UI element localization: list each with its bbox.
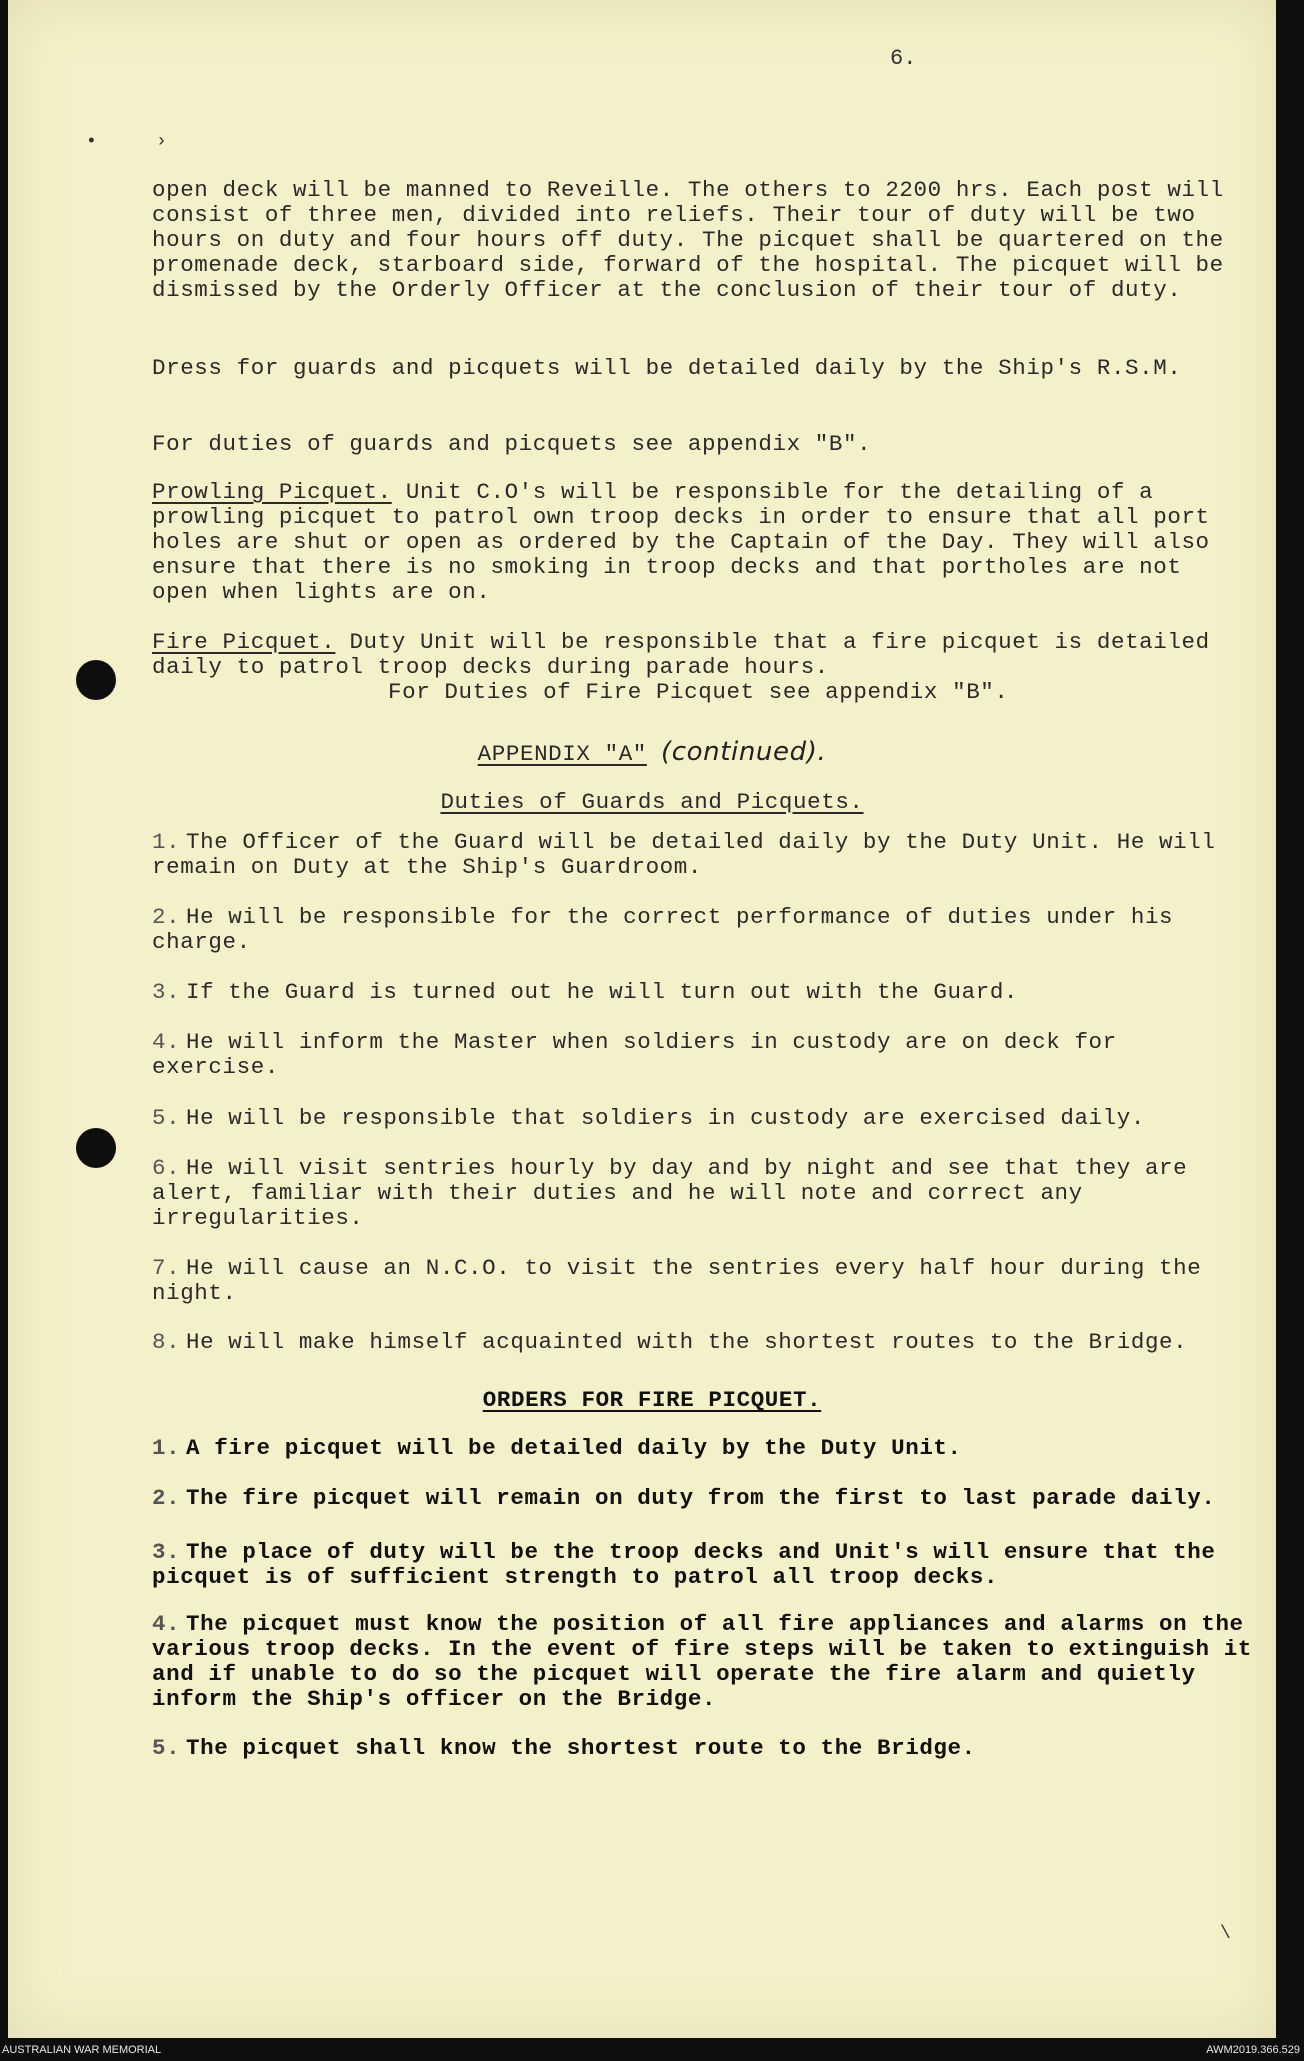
fire-text: Duty Unit will be responsible that a fire picquet is detailed daily to patrol troop decks during parade hours. (152, 629, 1210, 680)
order-item-3: 3. The place of duty will be the troop decks and Unit's will ensure that the picquet is of sufficient strength to patrol all troop decks. (152, 1539, 1216, 1590)
duty-item-2: 2. He will be responsible for the correct performance of duties under his charge. (152, 904, 1174, 955)
duty-item-1: 1. The Officer of the Guard will be detailed daily by the Duty Unit. He will remain on Duty at the Ship's Guardroom. (152, 829, 1216, 880)
duty-item-6: 6. He will visit sentries hourly by day and by night and see that they are alert, familiar with their duties and he will note and correct any irregularities. (152, 1155, 1188, 1231)
paragraph-fire-picquet (152, 630, 1242, 680)
appendix-title: APPENDIX "A" (477, 741, 647, 767)
duty-item-7: 7. He will cause an N.C.O. to visit the sentries every half hour during the night. (152, 1255, 1202, 1306)
orders-title: ORDERS FOR FIRE PICQUET. (482, 1387, 822, 1413)
paragraph-prowling-picquet (152, 480, 1242, 605)
footer-institution: AUSTRALIAN WAR MEMORIAL (2, 2044, 162, 2056)
duty-item-8: 8. He will make himself acquainted with the shortest routes to the Bridge. (152, 1329, 1188, 1355)
fire-heading: Fire Picquet. (152, 629, 336, 655)
order-item-2: 2. The fire picquet will remain on duty from the first to last parade daily. (152, 1485, 1216, 1511)
appendix-heading (152, 737, 1152, 767)
dot-mark: • (86, 132, 97, 152)
paragraph-picquet-duty: open deck will be manned to Reveille. The others to 2200 hrs. Each post will consist of three men, divided into reliefs. Their tour of duty will be two hours on duty and four hours off duty. The picquet shall be quartered on the promenade deck, starboard side, forward of the hospital. The picquet will be dismissed by the Orderly Officer at the conclusion of their tour of duty. (152, 177, 1224, 303)
side-mark: › (156, 132, 167, 152)
footer (0, 2040, 1304, 2061)
prowling-text: Unit C.O's will be responsible for the detailing of a prowling picquet to patrol own troop decks in order to ensure that all port holes are shut or open as ordered by the Captain of the Day. They will also ensure that there is no smoking in troop decks and that portholes are not open when lights are on. (152, 479, 1210, 605)
punch-hole-bottom (76, 1128, 116, 1168)
fire-see-appendix: For Duties of Fire Picquet see appendix "B". (388, 679, 1009, 705)
duty-item-5: 5. He will be responsible that soldiers in custody are exercised daily. (152, 1105, 1145, 1131)
punch-hole-top (76, 660, 116, 700)
duty-item-3: 3. If the Guard is turned out he will turn out with the Guard. (152, 979, 1019, 1005)
paragraph-duties-ref: For duties of guards and picquets see appendix "B". (152, 431, 872, 457)
top-mark: 6. (890, 46, 917, 71)
document-page (8, 0, 1276, 2038)
order-item-4: 4. The picquet must know the position of all fire appliances and alarms on the various troop decks. In the event of fire steps will be taken to extinguish it and if unable to do so the picquet will operate the fire alarm and quietly inform the Ship's officer on the Bridge. (152, 1611, 1252, 1712)
order-item-1: 1. A fire picquet will be detailed daily by the Duty Unit. (152, 1435, 962, 1461)
appendix-handwritten-note: (continued). (661, 737, 827, 767)
appendix-subtitle: Duties of Guards and Picquets. (440, 789, 864, 815)
footer-accession-number: AWM2019.366.529 (1206, 2044, 1300, 2056)
prowling-heading: Prowling Picquet. (152, 479, 392, 505)
bottom-mark: \ (1220, 1924, 1231, 1944)
paragraph-dress: Dress for guards and picquets will be detailed daily by the Ship's R.S.M. (152, 355, 1182, 381)
duty-item-4: 4. He will inform the Master when soldiers in custody are on deck for exercise. (152, 1029, 1117, 1080)
order-item-5: 5. The picquet shall know the shortest route to the Bridge. (152, 1735, 976, 1761)
